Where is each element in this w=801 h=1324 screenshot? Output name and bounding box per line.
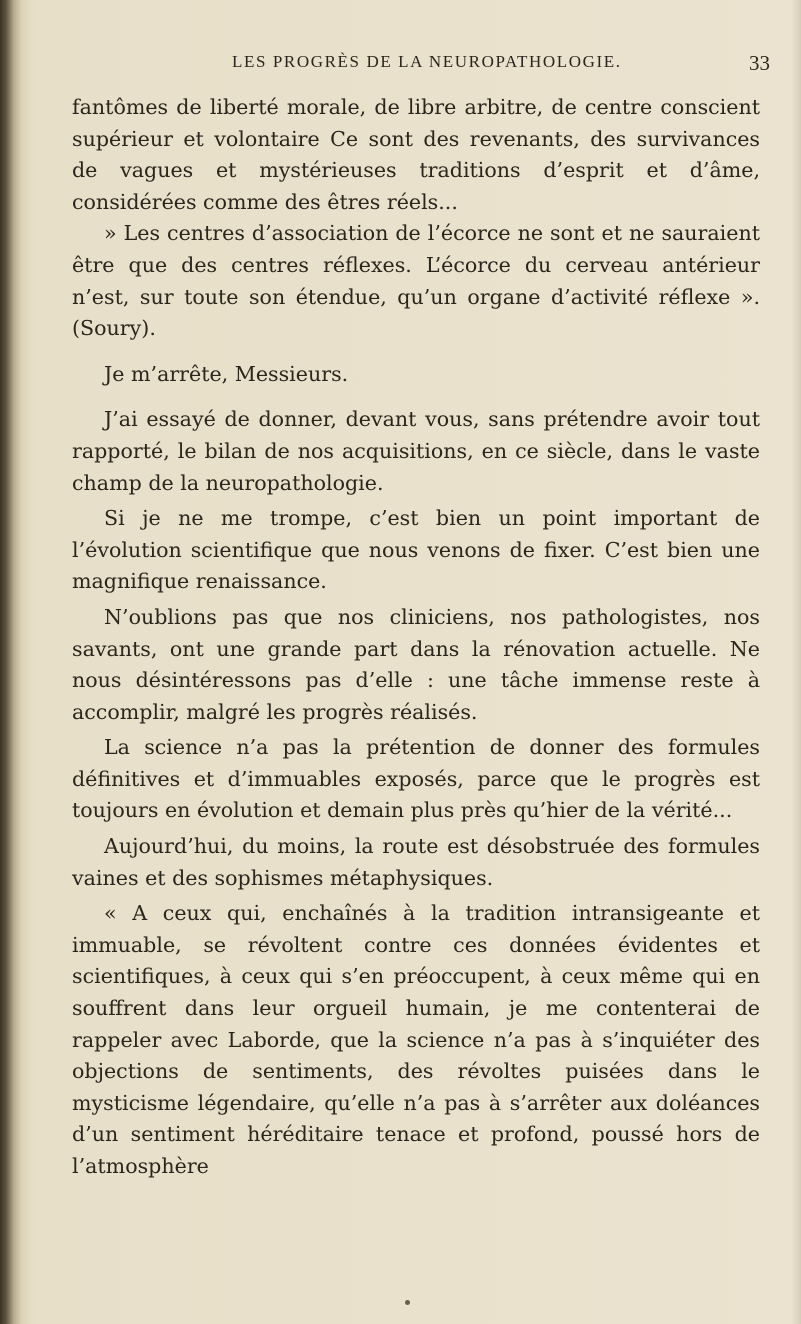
running-title: LES PROGRÈS DE LA NEUROPATHOLOGIE. xyxy=(232,52,622,71)
paragraph-closing-remark: Je m’arrête, Messieurs. xyxy=(104,361,349,386)
paragraph-bilan: J’ai essayé de donner, devant vous, sans prétendre avoir tout rapporté, le bilan de nos acquisitions, en ce siècle, dans le vaste champ de la neuropathologie. xyxy=(72,407,760,495)
body-text xyxy=(72,92,760,1183)
paragraph-laborde-quote: « A ceux qui, enchaînés à la tradition intransigeante et immuable, se révoltent contre ces données évidentes et scientifiques, à ceux qui s’en préoccupent, à ceux même qui en souffrent dans leur orgueil humain, je me contenterai de rappeler avec Laborde, que la science n’a pas à s’inquiéter des objections de sentiments, des révoltes puisées dans le mysticisme légendaire, qu’elle n’a pas à s’arrêter aux doléances d’un sentiment héréditaire tenace et profond, poussé hors de l’atmosphère xyxy=(72,901,760,1178)
paragraph-renaissance: Si je ne me trompe, c’est bien un point important de l’évolution scientifique que nous venons de fixer. C’est bien une magnifique renaissance. xyxy=(72,506,760,594)
paper-speck xyxy=(405,1300,410,1305)
paragraph-continuation: fantômes de liberté morale, de libre arbitre, de centre conscient supérieur et volontaire Ce sont des revenants, des survivances de vagues et mystérieuses traditions d’esprit et d’âme, considérées comme des êtres réels... xyxy=(72,95,760,214)
page-number: 33 xyxy=(749,51,770,75)
paragraph-aujourdhui: Aujourd’hui, du moins, la route est désobstruée des formules vaines et des sophismes métaphysiques. xyxy=(72,834,760,890)
paragraph-quote-end: » Les centres d’association de l’écorce ne sont et ne sauraient être que des centres réflexes. L’écorce du cerveau antérieur n’est, sur toute son étendue, qu’un organe d’activité réflexe ». (Soury). xyxy=(72,221,760,341)
paragraph-science: La science n’a pas la prétention de donner des formules définitives et d’immuables exposés, parce que le progrès est toujours en évolution et demain plus près qu’hier de la vérité... xyxy=(72,735,760,823)
paragraph-cliniciens: N’oublions pas que nos cliniciens, nos pathologistes, nos savants, ont une grande part dans la rénovation actuelle. Ne nous désintéressons pas d’elle : une tâche immense reste à accomplir, malgré les progrès réalisés. xyxy=(72,604,760,724)
